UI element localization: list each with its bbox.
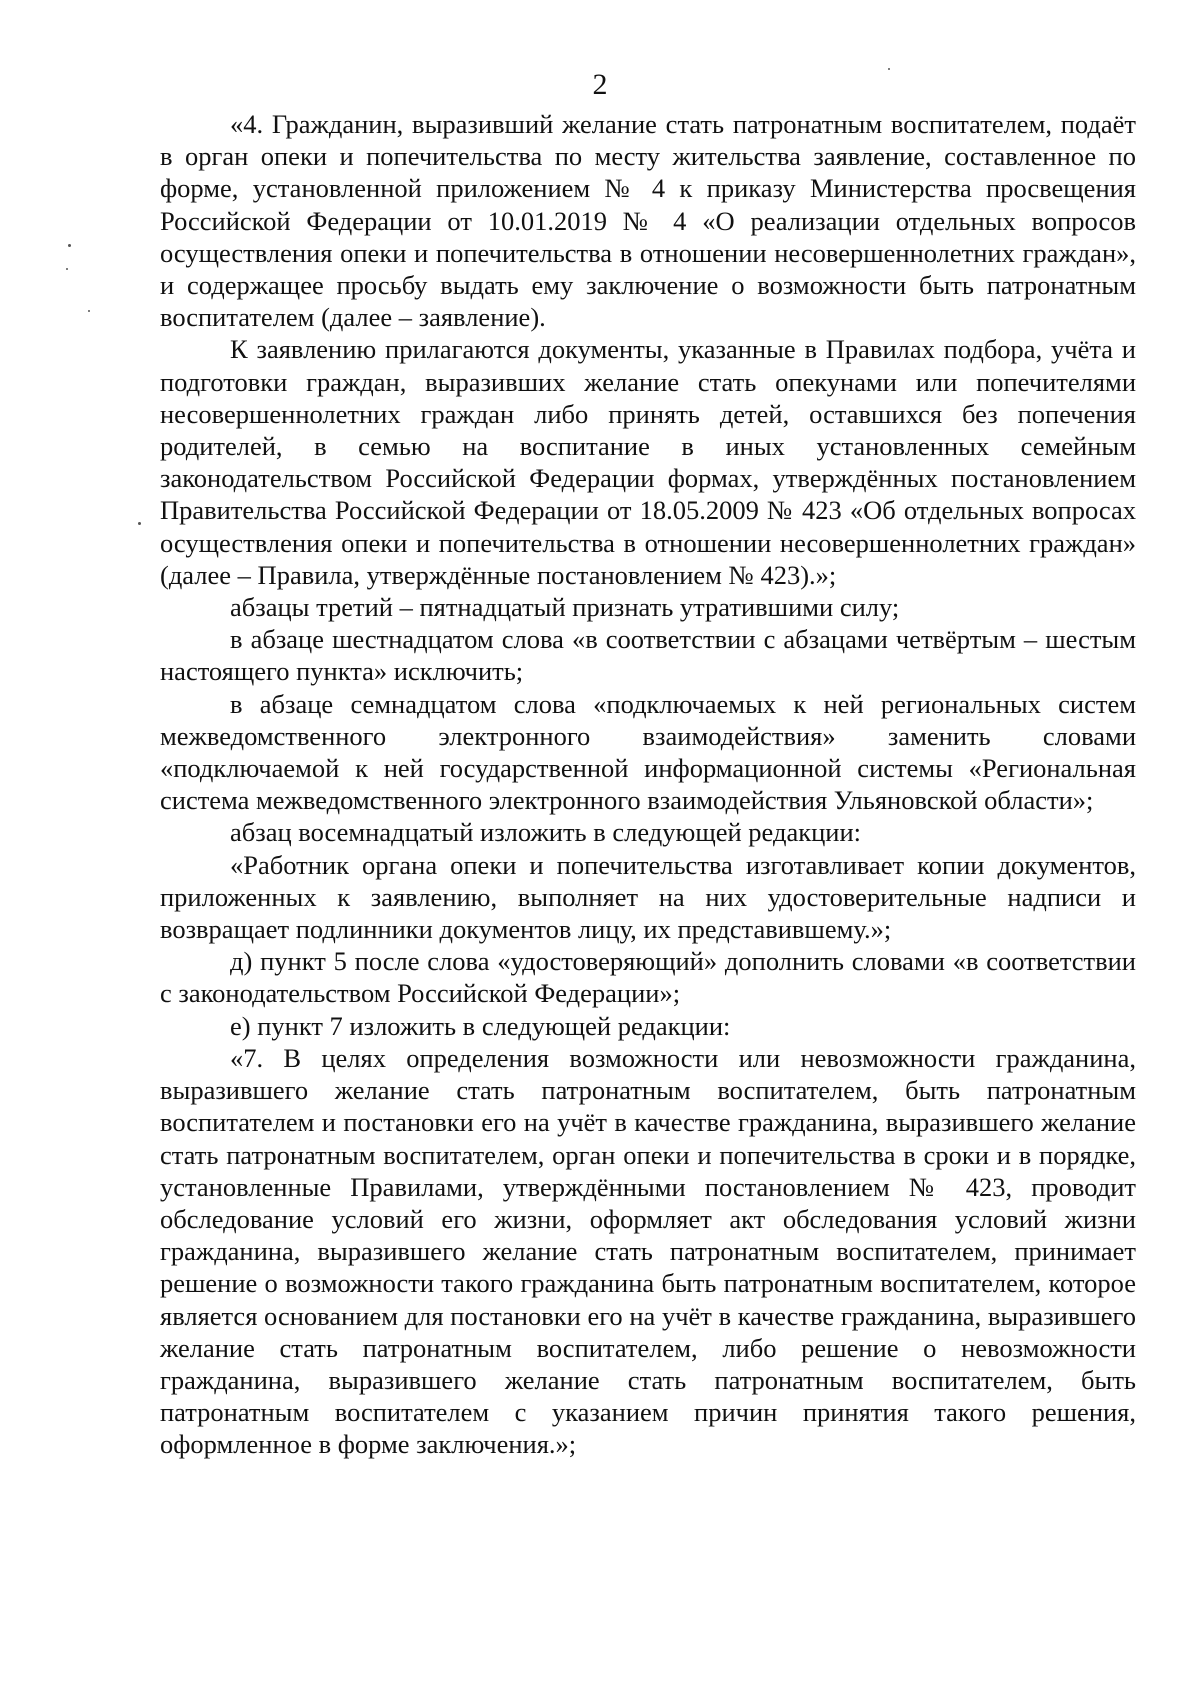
paragraph-item-e: е) пункт 7 изложить в следующей редакции: [230,1010,731,1041]
paragraph-item-4: «4. Гражданин, выразивший желание стать патронатным воспитателем, подаёт в орган опеки и попечительства по месту жительства заявление, составленное по форме, установленной приложением № 4 к приказу Министерства просвещения Российской Федерации от 10.01.2019 № 4 «О реализации отдельных вопросов осуществления опеки и попечительства в отношении несовершеннолетних граждан», и содержащее просьбу выдать ему заключение о возможности быть патронатным воспитателем (далее – заявление). [160,109,1136,333]
scan-speck [68,244,71,247]
paragraph-abzacy-3-15: абзацы третий – пятнадцатый признать утратившими силу; [230,592,900,623]
paragraph-abzac-17: в абзаце семнадцатом слова «подключаемых к ней региональных систем межведомственного электронного взаимодействия» заменить словами «подключаемой к ней государственной информационной системы «Региональная система межведомственного электронного взаимодействия Ульяновской области»; [160,688,1136,816]
paragraph-abzac-16: в абзаце шестнадцатом слова «в соответствии с абзацами четвёртым – шестым настоящего пункта» исключить; [160,624,1136,687]
page-number: 2 [592,68,608,101]
paragraph-item-d: д) пункт 5 после слова «удостоверяющий» дополнить словами «в соответствии с законодательством Российской Федерации»; [160,946,1136,1009]
document-body [160,108,1136,1461]
paragraph-abzac-18-text: «Работник органа опеки и попечительства изготавливает копии документов, приложенных к заявлению, выполняет на них удостоверительные надписи и возвращает подлинники документов лицу, их представившему.»; [160,849,1136,945]
paragraph-item-7: «7. В целях определения возможности или невозможности гражданина, выразившего желание стать патронатным воспитателем, быть патронатным воспитателем и постановки его на учёт в качестве гражданина, выразившего желание стать патронатным воспитателем, орган опеки и попечительства в сроки и в порядке, установленные Правилами, утверждёнными постановлением № 423, проводит обследование условий его жизни, оформляет акт обследования условий жизни гражданина, выразившего желание стать патронатным воспитателем, принимает решение о возможности такого гражданина быть патронатным воспитателем, которое является основанием для постановки его на учёт в качестве гражданина, выразившего желание стать патронатным воспитателем, либо решение о невозможности гражданина, выразившего желание стать патронатным воспитателем, быть патронатным воспитателем с указанием причин принятия такого решения, оформленное в форме заключения.»; [160,1042,1136,1460]
scan-speck [888,68,890,70]
scan-speck [138,522,141,525]
scan-speck [88,310,90,312]
scan-speck [66,268,68,270]
paragraph-abzac-18-intro: абзац восемнадцатый изложить в следующей редакции: [230,817,861,848]
paragraph-attached-documents: К заявлению прилагаются документы, указанные в Правилах подбора, учёта и подготовки граждан, выразивших желание стать опекунами или попечителями несовершеннолетних граждан либо принять детей, оставшихся без попечения родителей, в семью на воспитание в иных установленных семейным законодательством Российской Федерации формах, утверждённых постановлением Правительства Российской Федерации от 18.05.2009 № 423 «Об отдельных вопросах осуществления опеки и попечительства в отношении несовершеннолетних граждан» (далее – Правила, утверждённые постановлением № 423).»; [160,334,1136,590]
